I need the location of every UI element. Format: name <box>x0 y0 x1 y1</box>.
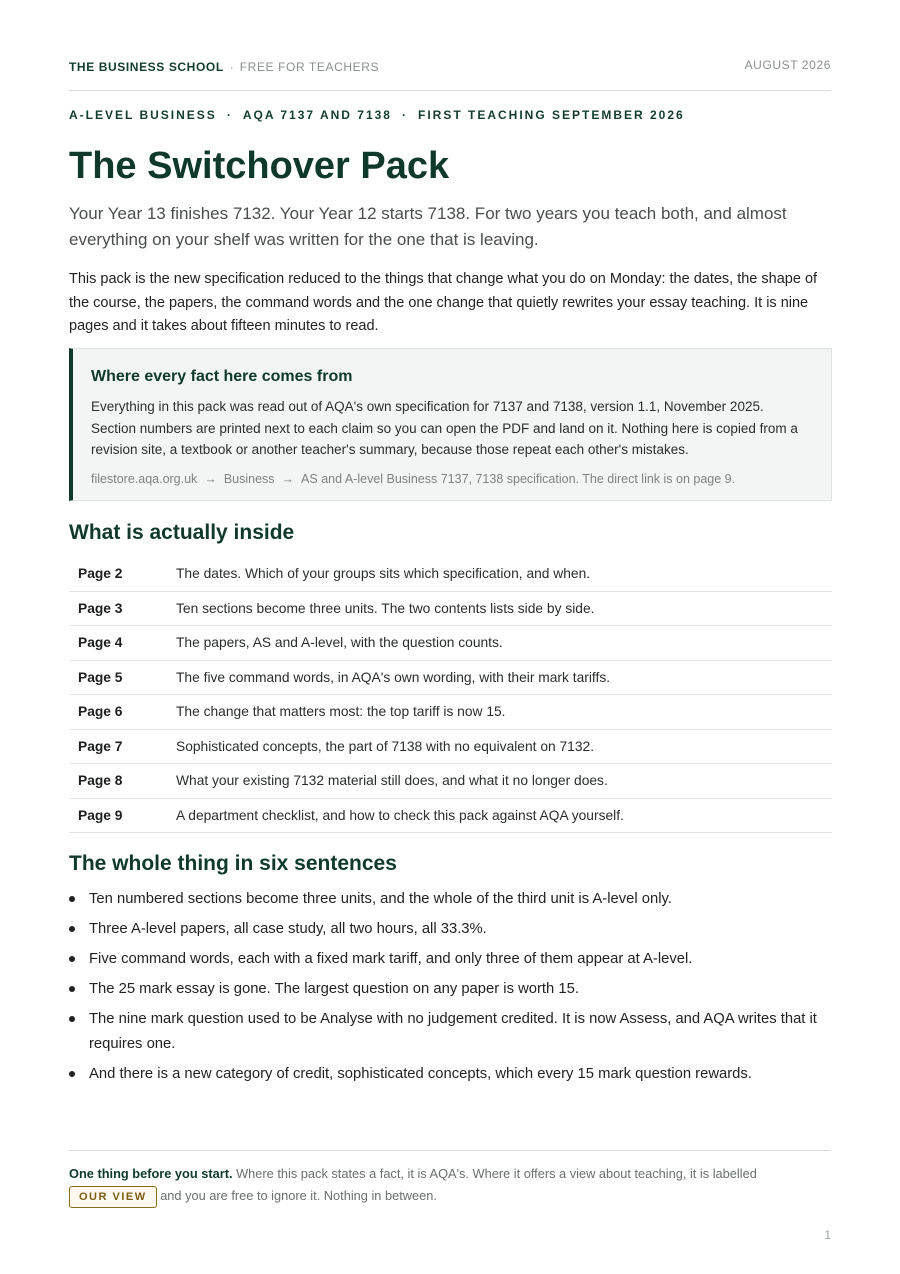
list-item-text: The nine mark question used to be Analyse with no judgement credited. It is now Assess, and AQA writes that it requires one. <box>89 1011 817 1052</box>
list-item-text: Five command words, each with a fixed mark tariff, and only three of them appear at A-level. <box>89 951 693 967</box>
contents-description: The dates. Which of your groups sits which specification, and when. <box>176 557 832 591</box>
source-path-section: Business <box>223 471 275 486</box>
table-row <box>69 591 832 626</box>
contents-page-number: Page 7 <box>69 729 176 764</box>
kicker-first-teaching: FIRST TEACHING SEPTEMBER 2026 <box>417 108 685 122</box>
header-separator: · <box>229 60 234 74</box>
page-title: The Switchover Pack <box>69 145 450 187</box>
bullet-icon <box>69 926 75 932</box>
list-item <box>69 947 831 972</box>
contents-page-number: Page 4 <box>69 626 176 661</box>
arrow-right-icon: → <box>204 471 217 486</box>
source-callout <box>69 348 832 501</box>
table-row <box>69 626 832 661</box>
header-date: AUGUST 2026 <box>744 58 831 72</box>
kicker-separator: · <box>401 108 408 122</box>
contents-description: The papers, AS and A-level, with the question counts. <box>176 626 832 661</box>
table-row <box>69 695 832 730</box>
bullet-icon <box>69 1071 75 1077</box>
kicker-separator: · <box>226 108 233 122</box>
kicker-subject: A-LEVEL BUSINESS <box>69 108 217 122</box>
contents-page-number: Page 2 <box>69 557 176 591</box>
contents-heading: What is actually inside <box>69 521 295 544</box>
summary-list <box>69 887 831 1092</box>
list-item <box>69 1007 831 1057</box>
list-item-text: Ten numbered sections become three units, and the whole of the third unit is A-level only. <box>89 891 672 907</box>
contents-table <box>69 557 832 833</box>
intro-paragraph: This pack is the new specification reduced to the things that change what you do on Monday: the dates, the shape of the course, the papers, the command words and the one change that quietly rewrites your essay teaching. It is nine pages and it takes about fifteen minutes to read. <box>69 271 818 334</box>
list-item-text: Three A-level papers, all case study, all two hours, all 33.3%. <box>89 921 487 937</box>
table-row <box>69 729 832 764</box>
table-row <box>69 764 832 799</box>
list-item-text: The 25 mark essay is gone. The largest question on any paper is worth 15. <box>89 981 579 997</box>
source-callout-title: Where every fact here comes from <box>91 368 353 385</box>
contents-description: Ten sections become three units. The two contents lists side by side. <box>176 591 832 626</box>
contents-page-number: Page 9 <box>69 798 176 833</box>
contents-page-number: Page 3 <box>69 591 176 626</box>
footnote-text-after: and you are free to ignore it. Nothing in between. <box>160 1188 437 1203</box>
source-callout-text: Everything in this pack was read out of AQA's own specification for 7137 and 7138, version 1.1, November 2025. Section numbers are printed next to each claim so you can open the PDF and land on it. Nothing here is copied from a revision site, a textbook or another teacher's summary, because those repeat each other's mistakes. <box>91 399 798 457</box>
contents-description: What your existing 7132 material still does, and what it no longer does. <box>176 764 832 799</box>
header-brand-group <box>69 58 379 76</box>
bullet-icon <box>69 956 75 962</box>
footnote-lead: One thing before you start. <box>69 1166 233 1181</box>
summary-heading: The whole thing in six sentences <box>69 852 397 875</box>
brand-tagline: FREE FOR TEACHERS <box>239 60 380 74</box>
source-path-document: AS and A-level Business 7137, 7138 specification. The direct link is on page 9. <box>301 471 736 486</box>
list-item-text: And there is a new category of credit, sophisticated concepts, which every 15 mark question rewards. <box>89 1066 752 1082</box>
source-path-domain: filestore.aqa.org.uk <box>91 471 198 486</box>
bullet-icon <box>69 896 75 902</box>
contents-page-number: Page 6 <box>69 695 176 730</box>
contents-description: A department checklist, and how to check this pack against AQA yourself. <box>176 798 832 833</box>
contents-description: The change that matters most: the top tariff is now 15. <box>176 695 832 730</box>
list-item <box>69 887 831 912</box>
table-row <box>69 557 832 591</box>
arrow-right-icon: → <box>281 471 295 486</box>
list-item <box>69 1062 831 1087</box>
page-header <box>69 58 831 91</box>
table-row <box>69 798 832 833</box>
contents-description: The five command words, in AQA's own wording, with their mark tariffs. <box>176 660 832 695</box>
list-item <box>69 977 831 1002</box>
brand-name: THE BUSINESS SCHOOL <box>69 60 224 74</box>
course-kicker <box>69 108 685 122</box>
bullet-icon <box>69 986 75 992</box>
page-number: 1 <box>824 1228 831 1242</box>
bullet-icon <box>69 1016 75 1022</box>
contents-description: Sophisticated concepts, the part of 7138 with no equivalent on 7132. <box>176 729 832 764</box>
lede-paragraph: Your Year 13 finishes 7132. Your Year 12 starts 7138. For two years you teach both, and almost everything on your shelf was written for the one that is leaving. <box>69 204 787 249</box>
our-view-badge: OUR VIEW <box>69 1186 157 1208</box>
source-path-breadcrumb <box>91 470 811 488</box>
contents-page-number: Page 5 <box>69 660 176 695</box>
table-row <box>69 660 832 695</box>
kicker-spec-codes: AQA 7137 AND 7138 <box>242 108 392 122</box>
footnote <box>69 1150 831 1208</box>
list-item <box>69 917 831 942</box>
contents-page-number: Page 8 <box>69 764 176 799</box>
footnote-text-before: Where this pack states a fact, it is AQA's. Where it offers a view about teaching, it is labelled <box>236 1166 757 1181</box>
